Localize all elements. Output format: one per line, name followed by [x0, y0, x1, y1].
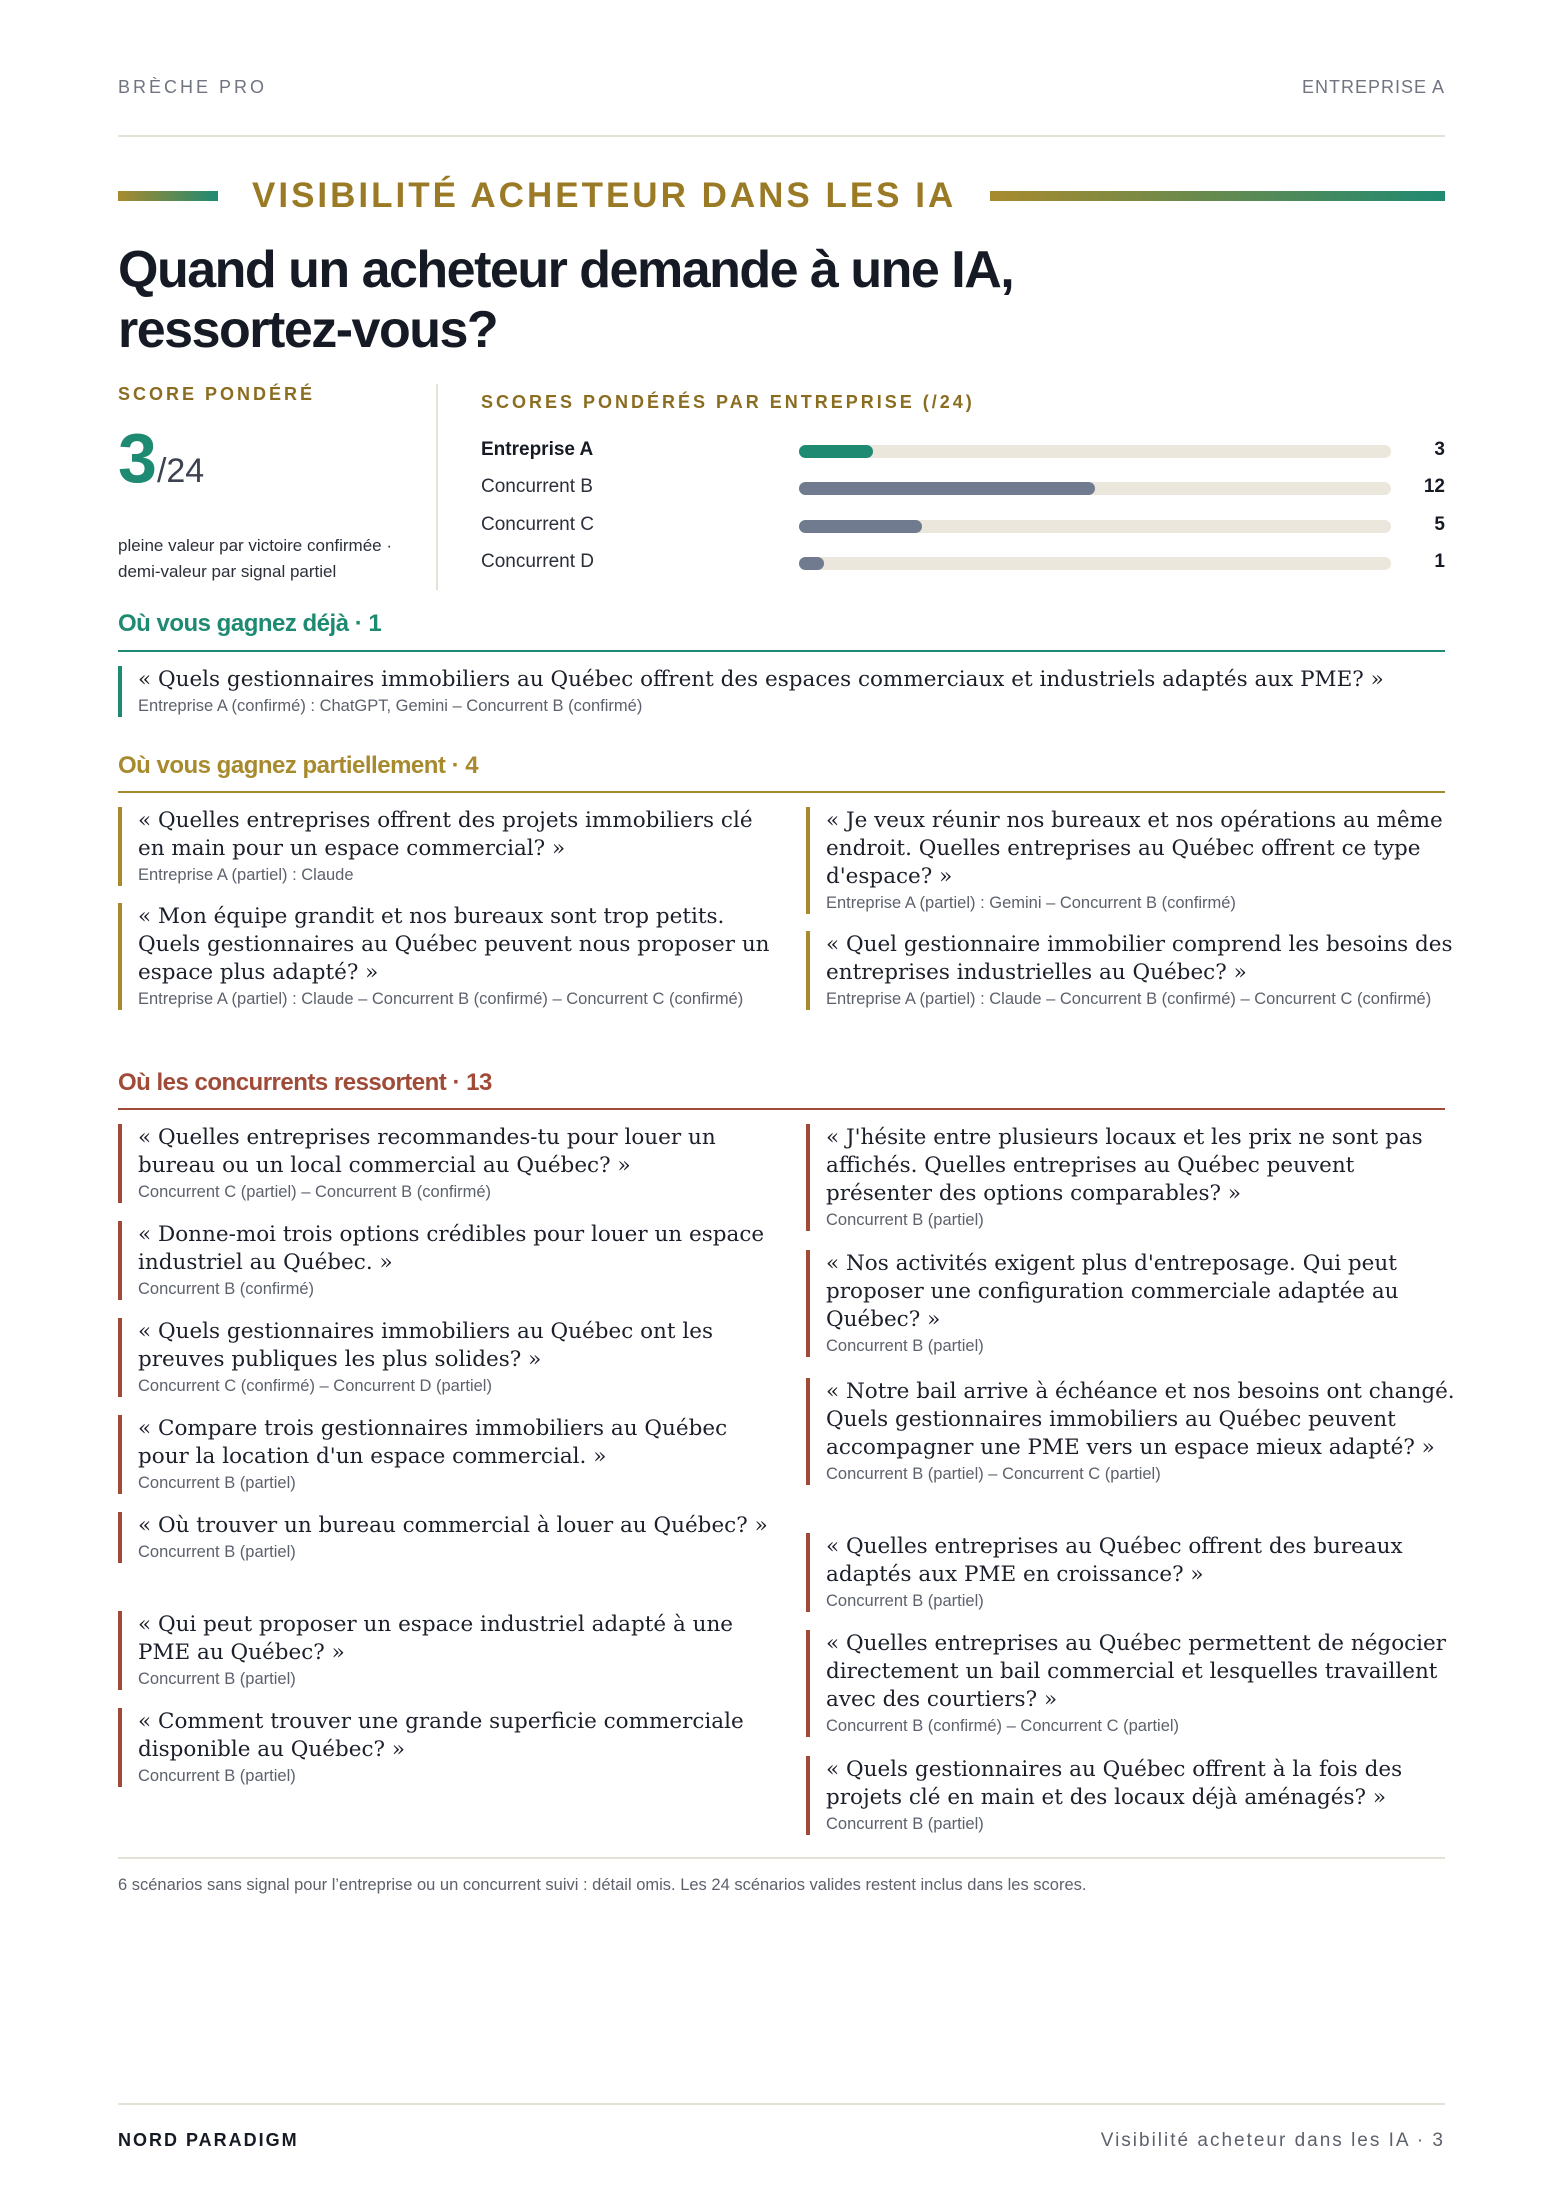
- scenario-result: Concurrent B (confirmé) – Concurrent C (partiel): [826, 1717, 1180, 1735]
- scenario-question: « Qui peut proposer un espace industriel adapté à une PME au Québec? »: [138, 1612, 734, 1665]
- company-score-row: [481, 510, 1445, 540]
- scenario-result: Concurrent B (partiel): [826, 1815, 984, 1833]
- scenario-result: Concurrent B (partiel): [826, 1337, 984, 1355]
- scenario-result: Entreprise A (partiel) : Claude – Concurrent B (confirmé) – Concurrent C (confirmé): [826, 990, 1432, 1008]
- header-divider: [118, 135, 1445, 137]
- company-name: Entreprise A: [481, 439, 594, 460]
- company-score-row: [481, 435, 1445, 465]
- footer-divider: [118, 2103, 1445, 2105]
- scenario-question: « Compare trois gestionnaires immobiliers au Québec pour la location d'un espace commercial. »: [138, 1416, 728, 1469]
- company-name: Concurrent D: [481, 551, 594, 572]
- scenario-card: [118, 1221, 778, 1300]
- scenario-card: [806, 1250, 1466, 1357]
- footer-brand: NORD PARADIGM: [118, 2130, 299, 2150]
- scenario-question: « Nos activités exigent plus d'entreposage. Qui peut proposer une configuration commerciale adaptée au Québec? »: [826, 1251, 1399, 1332]
- scenario-result: Concurrent B (partiel): [138, 1767, 296, 1785]
- scenario-question: « J'hésite entre plusieurs locaux et les prix ne sont pas affichés. Quelles entreprises au Québec peuvent présenter des options comparables? »: [826, 1125, 1423, 1206]
- footer-page-label: Visibilité acheteur dans les IA · 3: [1100, 2130, 1445, 2151]
- scenario-card: [806, 1378, 1466, 1485]
- scenario-card: [118, 1124, 778, 1203]
- company-scores: [481, 392, 1445, 572]
- scenario-result: Concurrent C (confirmé) – Concurrent D (partiel): [138, 1377, 492, 1395]
- group-title-win: Où vous gagnez déjà · 1: [118, 610, 382, 637]
- scenario-result: Concurrent B (confirmé): [138, 1280, 315, 1298]
- scenario-question: « Mon équipe grandit et nos bureaux sont trop petits. Quels gestionnaires au Québec peuvent nous proposer un espace plus adapté? »: [138, 904, 770, 985]
- section-accent-bar-left: [118, 191, 218, 201]
- score-bar-fill: [799, 557, 824, 570]
- page-headline: [118, 240, 1118, 360]
- scenario-question: « Quelles entreprises au Québec offrent des bureaux adaptés aux PME en croissance? »: [826, 1534, 1403, 1587]
- group-divider-lose: [118, 1108, 1445, 1110]
- weighted-score-note: pleine valeur par victoire confirmée · demi-valeur par signal partiel: [118, 536, 393, 581]
- footnote: 6 scénarios sans signal pour l’entreprise ou un concurrent suivi : détail omis. Les 24 scénarios valides restent inclus dans les scores.: [118, 1876, 1087, 1894]
- company-score-value: 3: [1434, 439, 1445, 460]
- group-title-partial: Où vous gagnez partiellement · 4: [118, 752, 479, 779]
- company-score-row: [481, 472, 1445, 502]
- scenario-result: Concurrent B (partiel): [826, 1211, 984, 1229]
- scenario-card: [806, 1630, 1466, 1737]
- scenario-card: [806, 931, 1466, 1010]
- scenario-card: [118, 1611, 778, 1690]
- weighted-score-number: 3: [118, 419, 157, 497]
- scenario-result: Concurrent B (partiel): [138, 1670, 296, 1688]
- scenario-question: « Je veux réunir nos bureaux et nos opérations au même endroit. Quelles entreprises au Québec offrent ce type d'espace? »: [826, 808, 1443, 889]
- scenario-result: Concurrent B (partiel): [138, 1543, 296, 1561]
- scenario-result: Concurrent C (partiel) – Concurrent B (confirmé): [138, 1183, 492, 1201]
- scenario-question: « Quelles entreprises au Québec permettent de négocier directement un bail commercial et lesquelles travaillent avec des courtiers? »: [826, 1631, 1447, 1712]
- scenario-card: [806, 1533, 1466, 1612]
- group-divider-partial: [118, 791, 1445, 793]
- scenario-question: « Quels gestionnaires au Québec offrent à la fois des projets clé en main et des locaux déjà aménagés? »: [826, 1757, 1403, 1810]
- group-title-lose: Où les concurrents ressortent · 13: [118, 1069, 492, 1096]
- scenario-question: « Quelles entreprises recommandes-tu pour louer un bureau ou un local commercial au Québec? »: [138, 1125, 716, 1178]
- company-scores-label: SCORES PONDÉRÉS PAR ENTREPRISE (/24): [481, 392, 975, 412]
- scenario-card: [118, 1318, 778, 1397]
- company-name: Concurrent B: [481, 476, 593, 497]
- section-title: VISIBILITÉ ACHETEUR DANS LES IA: [252, 176, 957, 215]
- headline-line-2: ressortez-vous?: [118, 301, 498, 359]
- weighted-score-label: SCORE PONDÉRÉ: [118, 384, 316, 404]
- scenario-question: « Quels gestionnaires immobiliers au Québec offrent des espaces commerciaux et industriels adaptés aux PME? »: [138, 667, 1384, 692]
- score-divider: [436, 384, 438, 590]
- scenario-result: Entreprise A (confirmé) : ChatGPT, Gemini – Concurrent B (confirmé): [138, 697, 643, 715]
- score-bar-fill: [799, 482, 1095, 495]
- scenario-card: [118, 666, 1445, 717]
- scenario-question: « Donne-moi trois options crédibles pour louer un espace industriel au Québec. »: [138, 1222, 765, 1275]
- scenario-card: [806, 1124, 1466, 1231]
- group-divider-win: [118, 650, 1445, 652]
- section-accent-bar-right: [990, 191, 1445, 201]
- scenario-card: [118, 1512, 778, 1563]
- company-score-value: 1: [1434, 551, 1445, 572]
- scenario-question: « Où trouver un bureau commercial à louer au Québec? »: [138, 1513, 768, 1538]
- scenario-question: « Quelles entreprises offrent des projets immobiliers clé en main pour un espace commercial? »: [138, 808, 753, 861]
- score-bar-track: [799, 520, 1391, 533]
- scenario-result: Concurrent B (partiel): [138, 1474, 296, 1492]
- score-bar-track: [799, 557, 1391, 570]
- scenario-card: [806, 1756, 1466, 1835]
- section-header: [118, 172, 1445, 220]
- scenario-question: « Quels gestionnaires immobiliers au Québec ont les preuves publiques les plus solides? »: [138, 1319, 713, 1372]
- weighted-score-value: [118, 419, 428, 513]
- company-score-value: 12: [1423, 476, 1445, 497]
- scenario-result: Entreprise A (partiel) : Claude: [138, 866, 354, 884]
- score-bar-track: [799, 482, 1391, 495]
- company-name: Concurrent C: [481, 514, 594, 535]
- scenario-question: « Comment trouver une grande superficie commerciale disponible au Québec? »: [138, 1709, 744, 1762]
- scenario-card: [118, 1708, 778, 1787]
- footnote-divider: [118, 1857, 1445, 1859]
- header-company: ENTREPRISE A: [1301, 77, 1445, 97]
- scenario-question: « Notre bail arrive à échéance et nos besoins ont changé. Quels gestionnaires immobiliers au Québec peuvent accompagner une PME vers un espace mieux adapté? »: [826, 1379, 1455, 1460]
- scenario-card: [118, 807, 778, 886]
- score-bar-fill: [799, 520, 922, 533]
- company-score-value: 5: [1434, 514, 1445, 535]
- weighted-score-denominator: /24: [156, 452, 205, 490]
- company-score-row: [481, 547, 1445, 577]
- score-bar-fill: [799, 445, 873, 458]
- scenario-question: « Quel gestionnaire immobilier comprend les besoins des entreprises industrielles au Québec? »: [826, 932, 1453, 985]
- weighted-score-block: [118, 384, 428, 585]
- scenario-card: [118, 1415, 778, 1494]
- scenario-result: Entreprise A (partiel) : Gemini – Concurrent B (confirmé): [826, 894, 1236, 912]
- headline-line-1: Quand un acheteur demande à une IA,: [118, 241, 1014, 299]
- score-bar-track: [799, 445, 1391, 458]
- scenario-card: [118, 903, 778, 1010]
- scenario-result: Concurrent B (partiel) – Concurrent C (partiel): [826, 1465, 1161, 1483]
- scenario-card: [806, 807, 1466, 914]
- scenario-result: Concurrent B (partiel): [826, 1592, 984, 1610]
- scenario-result: Entreprise A (partiel) : Claude – Concurrent B (confirmé) – Concurrent C (confirmé): [138, 990, 744, 1008]
- header-publication: BRÈCHE PRO: [118, 77, 268, 97]
